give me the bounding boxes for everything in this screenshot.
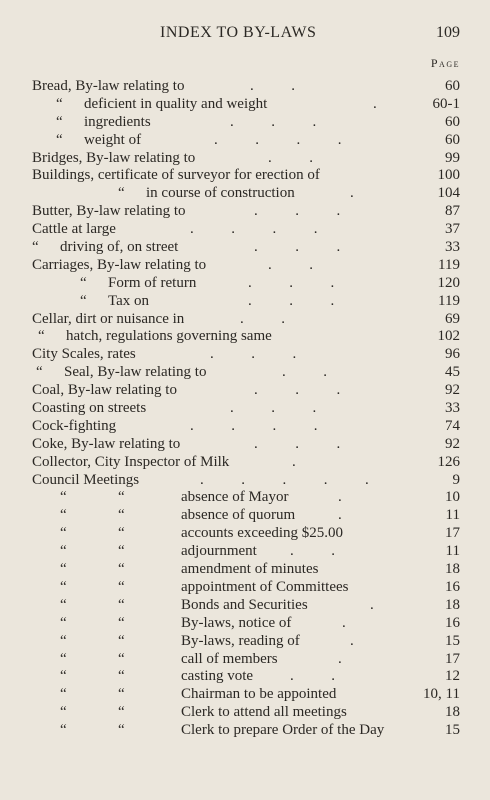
ditto-mark: “ bbox=[80, 292, 87, 309]
entry-page-number: 16 bbox=[445, 578, 460, 595]
entry-page-number: 18 bbox=[445, 596, 460, 613]
entry-text: Coke, By-law relating to bbox=[32, 435, 181, 452]
ditto-mark: “ bbox=[36, 364, 43, 381]
ditto-mark: “ bbox=[60, 578, 67, 595]
ditto-mark: “ bbox=[60, 489, 67, 506]
council-meeting-entry bbox=[0, 579, 490, 597]
entry-page-number: 11 bbox=[445, 507, 460, 524]
page-title: INDEX TO BY-LAWS bbox=[160, 24, 317, 41]
ditto-mark: “ bbox=[118, 507, 125, 524]
council-meeting-entry bbox=[0, 507, 490, 525]
ditto-mark: “ bbox=[118, 614, 125, 631]
council-meeting-entry bbox=[0, 686, 490, 704]
entry-text: Seal, By-law relating to bbox=[64, 364, 207, 381]
leader-dots: . . . bbox=[248, 292, 335, 309]
ditto-mark: “ bbox=[118, 185, 125, 202]
entry-page-number: 10 bbox=[445, 489, 460, 506]
index-entry bbox=[0, 221, 490, 239]
council-meeting-entry bbox=[0, 668, 490, 686]
entry-page-number: 60 bbox=[445, 113, 460, 130]
entry-text: Tax on bbox=[108, 292, 150, 309]
entry-text: Carriages, By-law relating to bbox=[32, 256, 207, 273]
entry-text: Bonds and Securities bbox=[181, 596, 308, 613]
leader-dots: . . . bbox=[248, 274, 335, 291]
entry-text: hatch, regulations governing same bbox=[66, 328, 272, 345]
entry-text: By-laws, notice of bbox=[181, 614, 292, 631]
council-meeting-entry bbox=[0, 489, 490, 507]
council-meeting-entry bbox=[0, 651, 490, 669]
leader-dots: . bbox=[338, 489, 342, 506]
ditto-mark: “ bbox=[38, 328, 45, 345]
ditto-mark: “ bbox=[118, 561, 125, 578]
council-meeting-entry bbox=[0, 561, 490, 579]
council-meeting-entry bbox=[0, 704, 490, 722]
entry-text: deficient in quality and weight bbox=[84, 95, 268, 112]
entry-page-number: 102 bbox=[437, 328, 460, 345]
index-entry bbox=[0, 418, 490, 436]
entry-page-number: 60 bbox=[445, 131, 460, 148]
index-entry bbox=[0, 257, 490, 275]
council-meeting-entry bbox=[0, 525, 490, 543]
index-entries bbox=[0, 78, 490, 740]
leader-dots: . . bbox=[282, 364, 327, 381]
entry-page-number: 18 bbox=[445, 561, 460, 578]
ditto-mark: “ bbox=[60, 632, 67, 649]
index-entry bbox=[0, 436, 490, 454]
index-entry bbox=[0, 454, 490, 472]
entry-page-number: 17 bbox=[445, 525, 460, 542]
entry-text: driving of, on street bbox=[60, 239, 179, 256]
entry-text: ingredients bbox=[84, 113, 151, 130]
entry-text: amendment of minutes bbox=[181, 561, 319, 578]
index-entry bbox=[0, 78, 490, 96]
leader-dots: . . . bbox=[230, 113, 317, 130]
entry-text: By-laws, reading of bbox=[181, 632, 300, 649]
leader-dots: . . bbox=[268, 256, 313, 273]
ditto-mark: “ bbox=[60, 543, 67, 560]
ditto-mark: “ bbox=[60, 650, 67, 667]
entry-text: Chairman to be appointed bbox=[181, 686, 337, 703]
entry-page-number: 104 bbox=[437, 185, 460, 202]
index-entry bbox=[0, 328, 490, 346]
index-entry bbox=[0, 96, 490, 114]
entry-page-number: 45 bbox=[445, 364, 460, 381]
entry-page-number: 96 bbox=[445, 346, 460, 363]
ditto-mark: “ bbox=[118, 686, 125, 703]
entry-text: Buildings, certificate of surveyor for erection of bbox=[32, 167, 320, 184]
ditto-mark: “ bbox=[32, 239, 39, 256]
leader-dots: . bbox=[338, 507, 342, 524]
ditto-mark: “ bbox=[60, 561, 67, 578]
index-entry bbox=[0, 472, 490, 490]
ditto-mark: “ bbox=[56, 95, 63, 112]
index-entry bbox=[0, 114, 490, 132]
entry-text: City Scales, rates bbox=[32, 346, 136, 363]
index-entry bbox=[0, 239, 490, 257]
leader-dots: . bbox=[370, 596, 374, 613]
entry-page-number: 15 bbox=[445, 632, 460, 649]
ditto-mark: “ bbox=[60, 722, 67, 739]
entry-page-number: 37 bbox=[445, 221, 460, 238]
leader-dots: . . . bbox=[254, 239, 341, 256]
entry-page-number: 60-1 bbox=[432, 95, 460, 112]
entry-page-number: 119 bbox=[438, 256, 460, 273]
index-entry bbox=[0, 275, 490, 293]
entry-text: Form of return bbox=[108, 274, 197, 291]
leader-dots: . bbox=[350, 185, 354, 202]
index-entry bbox=[0, 400, 490, 418]
leader-dots: . . bbox=[290, 543, 335, 560]
ditto-mark: “ bbox=[118, 543, 125, 560]
ditto-mark: “ bbox=[118, 596, 125, 613]
index-entry bbox=[0, 203, 490, 221]
ditto-mark: “ bbox=[118, 668, 125, 685]
index-entry bbox=[0, 293, 490, 311]
entry-text: call of members bbox=[181, 650, 278, 667]
ditto-mark: “ bbox=[60, 686, 67, 703]
ditto-mark: “ bbox=[118, 489, 125, 506]
leader-dots: . bbox=[373, 95, 377, 112]
index-entry bbox=[0, 382, 490, 400]
index-entry bbox=[0, 364, 490, 382]
ditto-mark: “ bbox=[118, 632, 125, 649]
leader-dots: . . bbox=[290, 668, 335, 685]
entry-text: Collector, City Inspector of Milk bbox=[32, 453, 230, 470]
entry-page-number: 99 bbox=[445, 149, 460, 166]
ditto-mark: “ bbox=[56, 131, 63, 148]
entry-page-number: 120 bbox=[437, 274, 460, 291]
entry-page-number: 12 bbox=[445, 668, 460, 685]
entry-text: accounts exceeding $25.00 bbox=[181, 525, 344, 542]
entry-text: Cock-fighting bbox=[32, 417, 117, 434]
leader-dots: . . . bbox=[254, 435, 341, 452]
leader-dots: . bbox=[338, 650, 342, 667]
ditto-mark: “ bbox=[60, 507, 67, 524]
page-column-heading: Page bbox=[430, 56, 460, 70]
leader-dots: . . . . bbox=[214, 131, 342, 148]
entry-text: absence of Mayor bbox=[181, 489, 289, 506]
ditto-mark: “ bbox=[118, 704, 125, 721]
leader-dots: . . . bbox=[254, 203, 341, 220]
council-meeting-entry bbox=[0, 633, 490, 651]
ditto-mark: “ bbox=[118, 722, 125, 739]
entry-page-number: 87 bbox=[445, 203, 460, 220]
council-meeting-entry bbox=[0, 615, 490, 633]
entry-page-number: 69 bbox=[445, 310, 460, 327]
index-entry bbox=[0, 311, 490, 329]
entry-text: Bread, By-law relating to bbox=[32, 78, 185, 94]
entry-page-number: 100 bbox=[437, 167, 460, 184]
index-entry bbox=[0, 346, 490, 364]
leader-dots: . . . bbox=[254, 382, 341, 399]
entry-page-number: 126 bbox=[437, 453, 460, 470]
leader-dots: . bbox=[350, 632, 354, 649]
entry-page-number: 11 bbox=[445, 543, 460, 560]
leader-dots: . . bbox=[268, 149, 313, 166]
entry-page-number: 92 bbox=[445, 382, 460, 399]
index-entry bbox=[0, 132, 490, 150]
entry-page-number: 33 bbox=[445, 239, 460, 256]
entry-text: weight of bbox=[84, 131, 142, 148]
ditto-mark: “ bbox=[60, 525, 67, 542]
entry-page-number: 33 bbox=[445, 400, 460, 417]
index-entry bbox=[0, 185, 490, 203]
entry-text: Clerk to prepare Order of the Day bbox=[181, 722, 385, 739]
entry-text: Bridges, By-law relating to bbox=[32, 149, 196, 166]
leader-dots: . . . . bbox=[190, 417, 318, 434]
running-header bbox=[0, 24, 490, 48]
ditto-mark: “ bbox=[60, 668, 67, 685]
leader-dots: . bbox=[292, 453, 296, 470]
ditto-mark: “ bbox=[118, 650, 125, 667]
entry-page-number: 10, 11 bbox=[423, 686, 460, 703]
index-entry bbox=[0, 150, 490, 168]
entry-text: Clerk to attend all meetings bbox=[181, 704, 347, 721]
entry-text: in course of construction bbox=[146, 185, 295, 202]
leader-dots: . bbox=[342, 614, 346, 631]
council-meeting-entry bbox=[0, 543, 490, 561]
leader-dots: . . . bbox=[230, 400, 317, 417]
entry-page-number: 60 bbox=[445, 78, 460, 94]
entry-text: casting vote bbox=[181, 668, 254, 685]
entry-page-number: 119 bbox=[438, 292, 460, 309]
ditto-mark: “ bbox=[60, 614, 67, 631]
ditto-mark: “ bbox=[80, 274, 87, 291]
entry-text: appointment of Committees bbox=[181, 578, 349, 595]
entry-page-number: 9 bbox=[452, 471, 460, 488]
page-number: 109 bbox=[436, 24, 460, 41]
entry-page-number: 18 bbox=[445, 704, 460, 721]
entry-page-number: 17 bbox=[445, 650, 460, 667]
leader-dots: . . . . . bbox=[200, 471, 369, 488]
entry-page-number: 74 bbox=[445, 417, 460, 434]
ditto-mark: “ bbox=[56, 113, 63, 130]
entry-text: adjournment bbox=[181, 543, 257, 560]
entry-text: Butter, By-law relating to bbox=[32, 203, 186, 220]
entry-page-number: 15 bbox=[445, 722, 460, 739]
ditto-mark: “ bbox=[60, 596, 67, 613]
entry-text: Coasting on streets bbox=[32, 400, 147, 417]
entry-text: Coal, By-law relating to bbox=[32, 382, 177, 399]
council-meeting-entry bbox=[0, 722, 490, 740]
entry-page-number: 92 bbox=[445, 435, 460, 452]
entry-page-number: 16 bbox=[445, 614, 460, 631]
ditto-mark: “ bbox=[118, 578, 125, 595]
council-meeting-entry bbox=[0, 597, 490, 615]
entry-text: absence of quorum bbox=[181, 507, 296, 524]
ditto-mark: “ bbox=[60, 704, 67, 721]
entry-text: Cattle at large bbox=[32, 221, 116, 238]
entry-text: Council Meetings bbox=[32, 471, 140, 488]
entry-text: Cellar, dirt or nuisance in bbox=[32, 310, 185, 327]
index-entry bbox=[0, 167, 490, 185]
leader-dots: . . bbox=[240, 310, 285, 327]
leader-dots: . . . . bbox=[190, 221, 318, 238]
ditto-mark: “ bbox=[118, 525, 125, 542]
leader-dots: . . . bbox=[210, 346, 297, 363]
leader-dots: . . bbox=[250, 78, 295, 94]
